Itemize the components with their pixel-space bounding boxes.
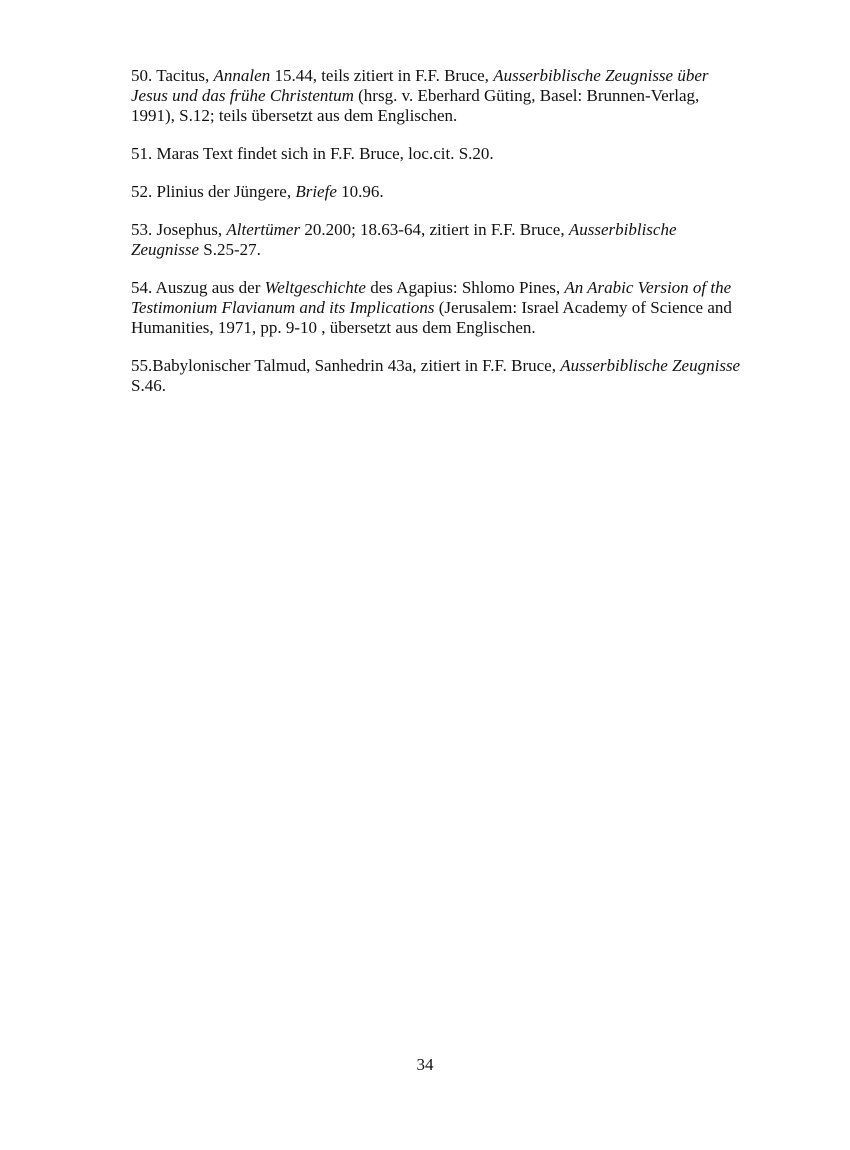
footnote-title: Ausserbiblische Zeugnisse	[131, 220, 677, 259]
footnote-text: 52. Plinius der Jüngere,	[131, 182, 296, 201]
footnote	[131, 66, 741, 126]
footnote-title: Altertümer	[226, 220, 301, 239]
footnote-title: An Arabic Version of the Testimonium Flavianum and its Implications	[131, 278, 732, 317]
footnote-text: (Jerusalem: Israel Academy of Science and Humanities, 1971, pp. 9-10 , übersetzt aus dem Englischen.	[131, 298, 732, 337]
footnote-title: Weltgeschichte	[264, 278, 366, 297]
footnote-text: (hrsg. v. Eberhard Güting, Basel: Brunnen-Verlag, 1991), S.12; teils übersetzt aus dem Englischen.	[131, 86, 700, 125]
footnote-list	[131, 66, 741, 414]
footnote-text: 15.44, teils zitiert in F.F. Bruce,	[270, 66, 494, 85]
footnote-title: Ausserbiblische Zeugnisse	[560, 356, 741, 375]
page-number: 34	[416, 1055, 434, 1074]
footnote-text: S.25-27.	[199, 240, 261, 259]
footnote-title: Annalen	[213, 66, 271, 85]
footnote-title: Ausserbiblische Zeugnisse über Jesus und das frühe Christentum	[131, 66, 709, 105]
footnote-title: Briefe	[295, 182, 337, 201]
footnote	[131, 144, 741, 164]
footnote	[131, 182, 741, 202]
footnote-text: 53. Josephus,	[131, 220, 227, 239]
footnote-text: 55.Babylonischer Talmud, Sanhedrin 43a, zitiert in F.F. Bruce,	[131, 356, 561, 375]
footnote-text: 51. Maras Text findet sich in F.F. Bruce, loc.cit. S.20.	[131, 144, 494, 163]
footnote-text: des Agapius: Shlomo Pines,	[365, 278, 565, 297]
footnote-text: 50. Tacitus,	[131, 66, 214, 85]
footnote-text: 10.96.	[336, 182, 384, 201]
footnote-text: S.46.	[131, 376, 166, 395]
footnote	[131, 278, 741, 338]
footnote-text: 54. Auszug aus der	[131, 278, 265, 297]
footnote	[131, 356, 741, 396]
footnote	[131, 220, 741, 260]
footnote-text: 20.200; 18.63-64, zitiert in F.F. Bruce,	[300, 220, 569, 239]
